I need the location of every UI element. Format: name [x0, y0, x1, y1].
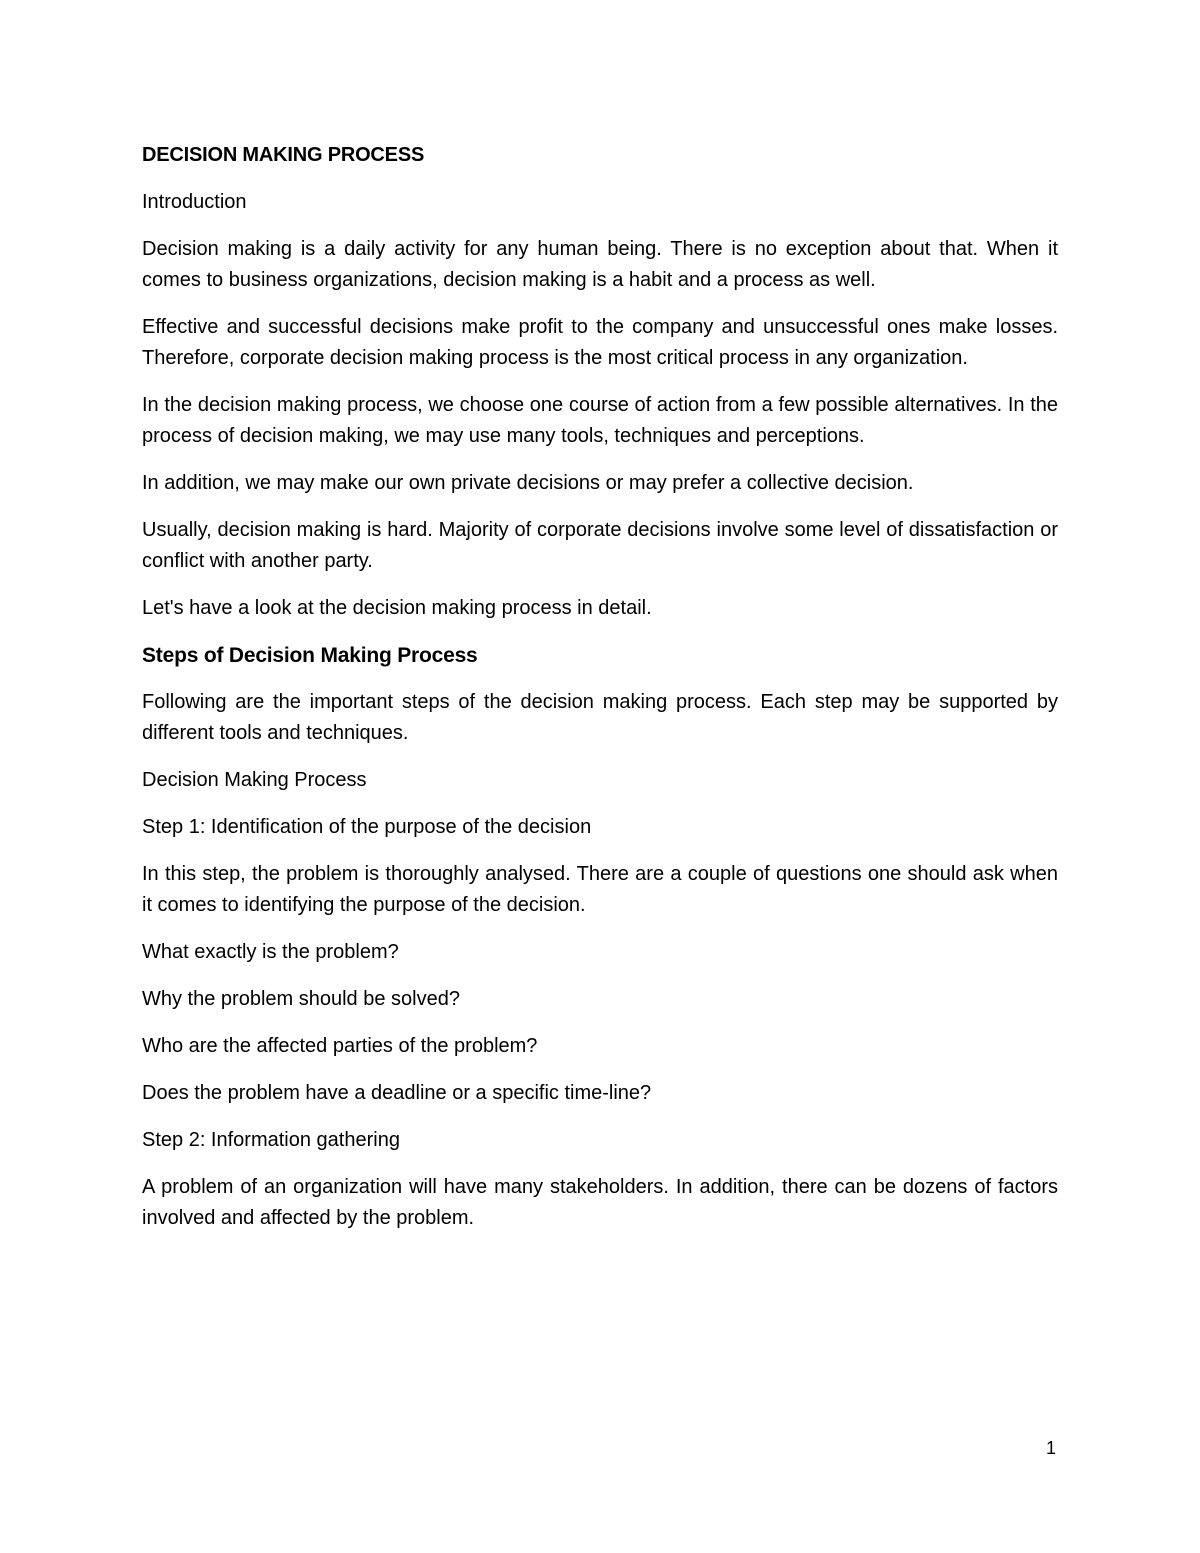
- page-number: 1: [1046, 1438, 1057, 1458]
- question-item: What exactly is the problem?: [142, 941, 399, 963]
- paragraph: In the decision making process, we choose one course of action from a few possible alternatives. In the process of decision making, we may use many tools, techniques and perceptions.: [142, 394, 1058, 447]
- step-1-text: In this step, the problem is thoroughly analysed. There are a couple of questions one should ask when it comes to identifying the purpose of the decision.: [142, 863, 1058, 916]
- document-body: [142, 140, 1058, 1250]
- question-item: Why the problem should be solved?: [142, 988, 460, 1010]
- introduction-heading: Introduction: [142, 191, 247, 213]
- steps-intro: Following are the important steps of the decision making process. Each step may be supported by different tools and techniques.: [142, 691, 1058, 744]
- step-2-text: A problem of an organization will have many stakeholders. In addition, there can be dozens of factors involved and affected by the problem.: [142, 1176, 1058, 1229]
- steps-heading: Steps of Decision Making Process: [142, 644, 478, 667]
- paragraph: Let's have a look at the decision making process in detail.: [142, 597, 652, 619]
- paragraph: Effective and successful decisions make profit to the company and unsuccessful ones make losses. Therefore, corporate decision making process is the most critical process in any organization.: [142, 316, 1058, 369]
- step-1-heading: Step 1: Identification of the purpose of the decision: [142, 816, 592, 838]
- document-title: DECISION MAKING PROCESS: [142, 144, 425, 166]
- step-2-heading: Step 2: Information gathering: [142, 1129, 400, 1151]
- question-item: Does the problem have a deadline or a specific time-line?: [142, 1082, 652, 1104]
- question-item: Who are the affected parties of the problem?: [142, 1035, 538, 1057]
- process-label: Decision Making Process: [142, 769, 367, 791]
- paragraph: Usually, decision making is hard. Majority of corporate decisions involve some level of dissatisfaction or conflict with another party.: [142, 519, 1058, 572]
- paragraph: Decision making is a daily activity for any human being. There is no exception about that. When it comes to business organizations, decision making is a habit and a process as well.: [142, 238, 1058, 291]
- paragraph: In addition, we may make our own private decisions or may prefer a collective decision.: [142, 472, 914, 494]
